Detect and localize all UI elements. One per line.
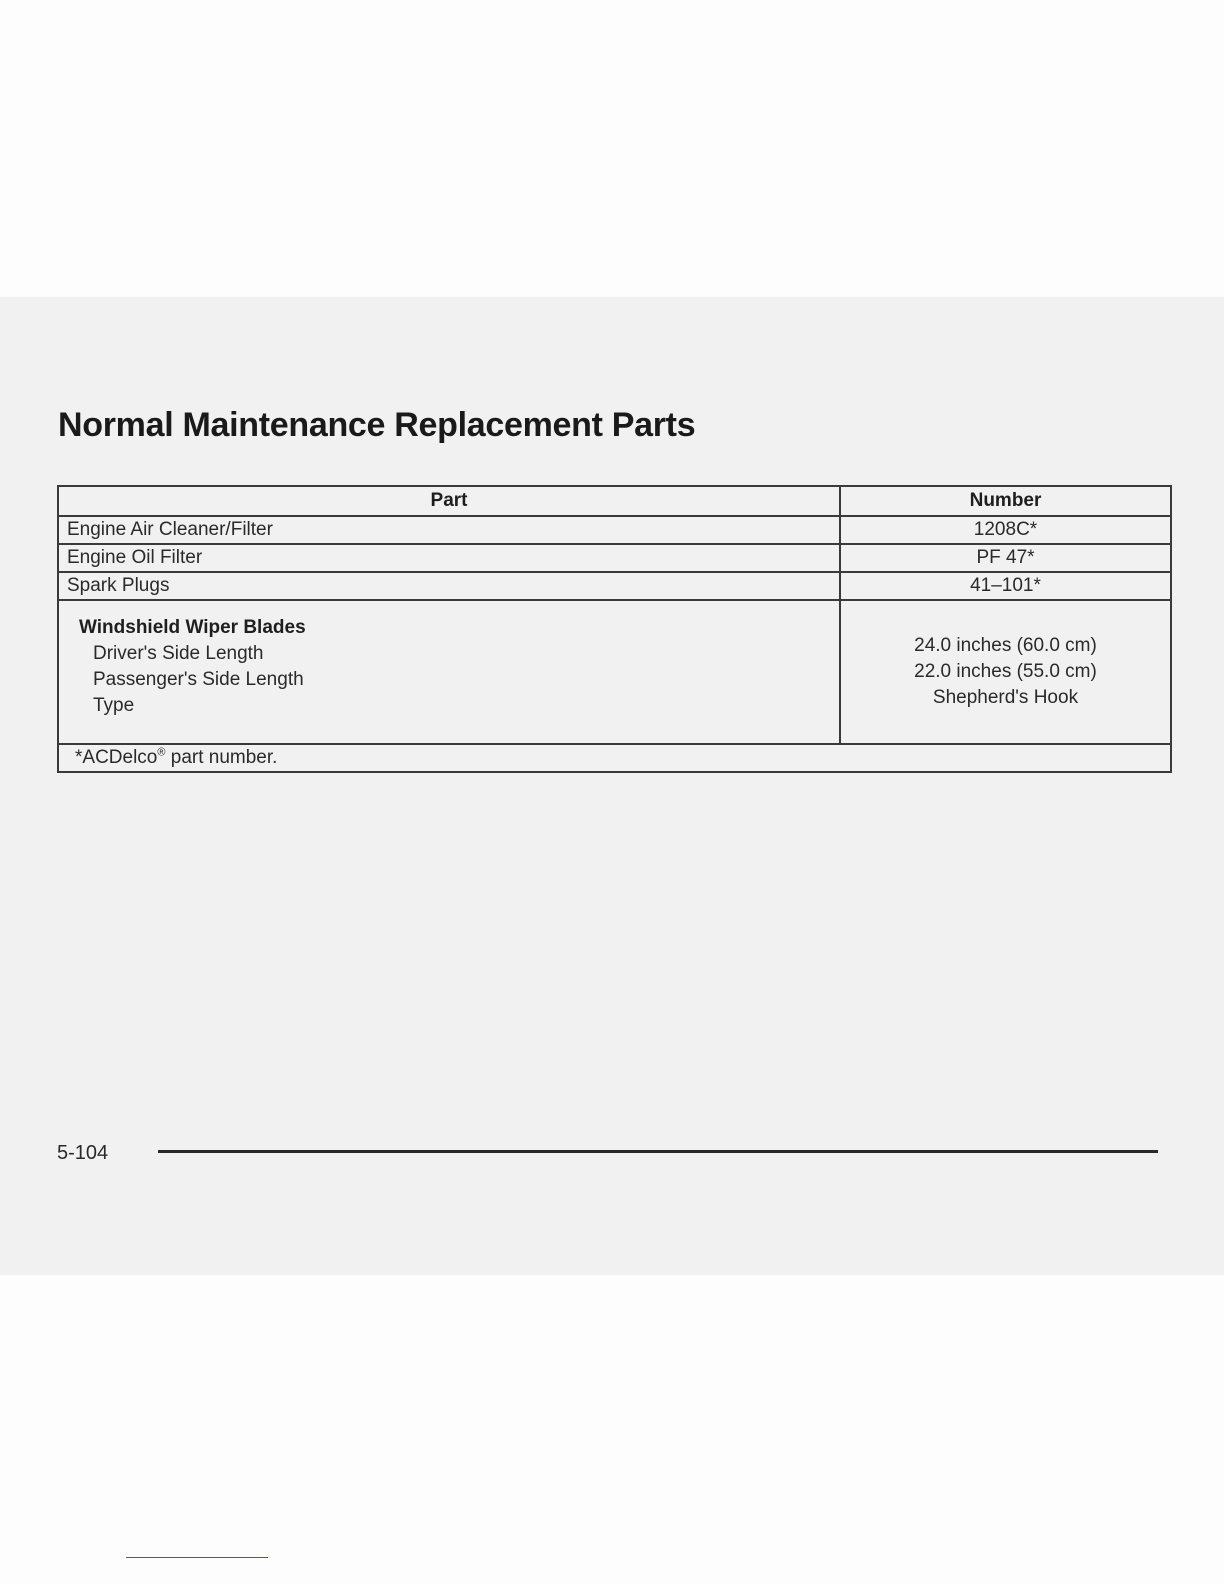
column-header-number: Number xyxy=(840,486,1171,516)
wiper-type-label: Type xyxy=(93,695,135,716)
table-row xyxy=(58,572,1171,600)
table-header-row xyxy=(58,486,1171,516)
registered-mark: ® xyxy=(157,746,166,759)
wiper-driver-value: 24.0 inches (60.0 cm) xyxy=(914,635,1097,656)
wiper-blades-part-cell xyxy=(58,600,840,744)
parts-table xyxy=(57,485,1172,773)
part-cell: Engine Air Cleaner/Filter xyxy=(58,516,840,544)
footnote-suffix: part number. xyxy=(165,747,278,768)
page-number: 5-104 xyxy=(57,1142,109,1164)
table-row xyxy=(58,544,1171,572)
bottom-link-underline xyxy=(126,1557,268,1558)
wiper-blades-row xyxy=(58,600,1171,744)
footnote-row xyxy=(58,744,1171,772)
part-cell: Spark Plugs xyxy=(58,572,840,600)
number-cell: PF 47* xyxy=(840,544,1171,572)
wiper-blades-title: Windshield Wiper Blades xyxy=(79,617,306,638)
footer-rule xyxy=(158,1150,1158,1153)
number-cell: 1208C* xyxy=(840,516,1171,544)
wiper-passenger-label: Passenger's Side Length xyxy=(93,669,304,690)
part-cell: Engine Oil Filter xyxy=(58,544,840,572)
wiper-type-value: Shepherd's Hook xyxy=(932,687,1079,708)
wiper-blades-number-cell xyxy=(840,600,1171,744)
footnote-cell xyxy=(58,744,1171,772)
wiper-driver-label: Driver's Side Length xyxy=(93,643,264,664)
column-header-part: Part xyxy=(58,486,840,516)
page-title: Normal Maintenance Replacement Parts xyxy=(58,406,696,444)
number-cell: 41–101* xyxy=(840,572,1171,600)
footnote-prefix: *ACDelco xyxy=(75,747,158,768)
wiper-passenger-value: 22.0 inches (55.0 cm) xyxy=(914,661,1097,682)
table-row xyxy=(58,516,1171,544)
